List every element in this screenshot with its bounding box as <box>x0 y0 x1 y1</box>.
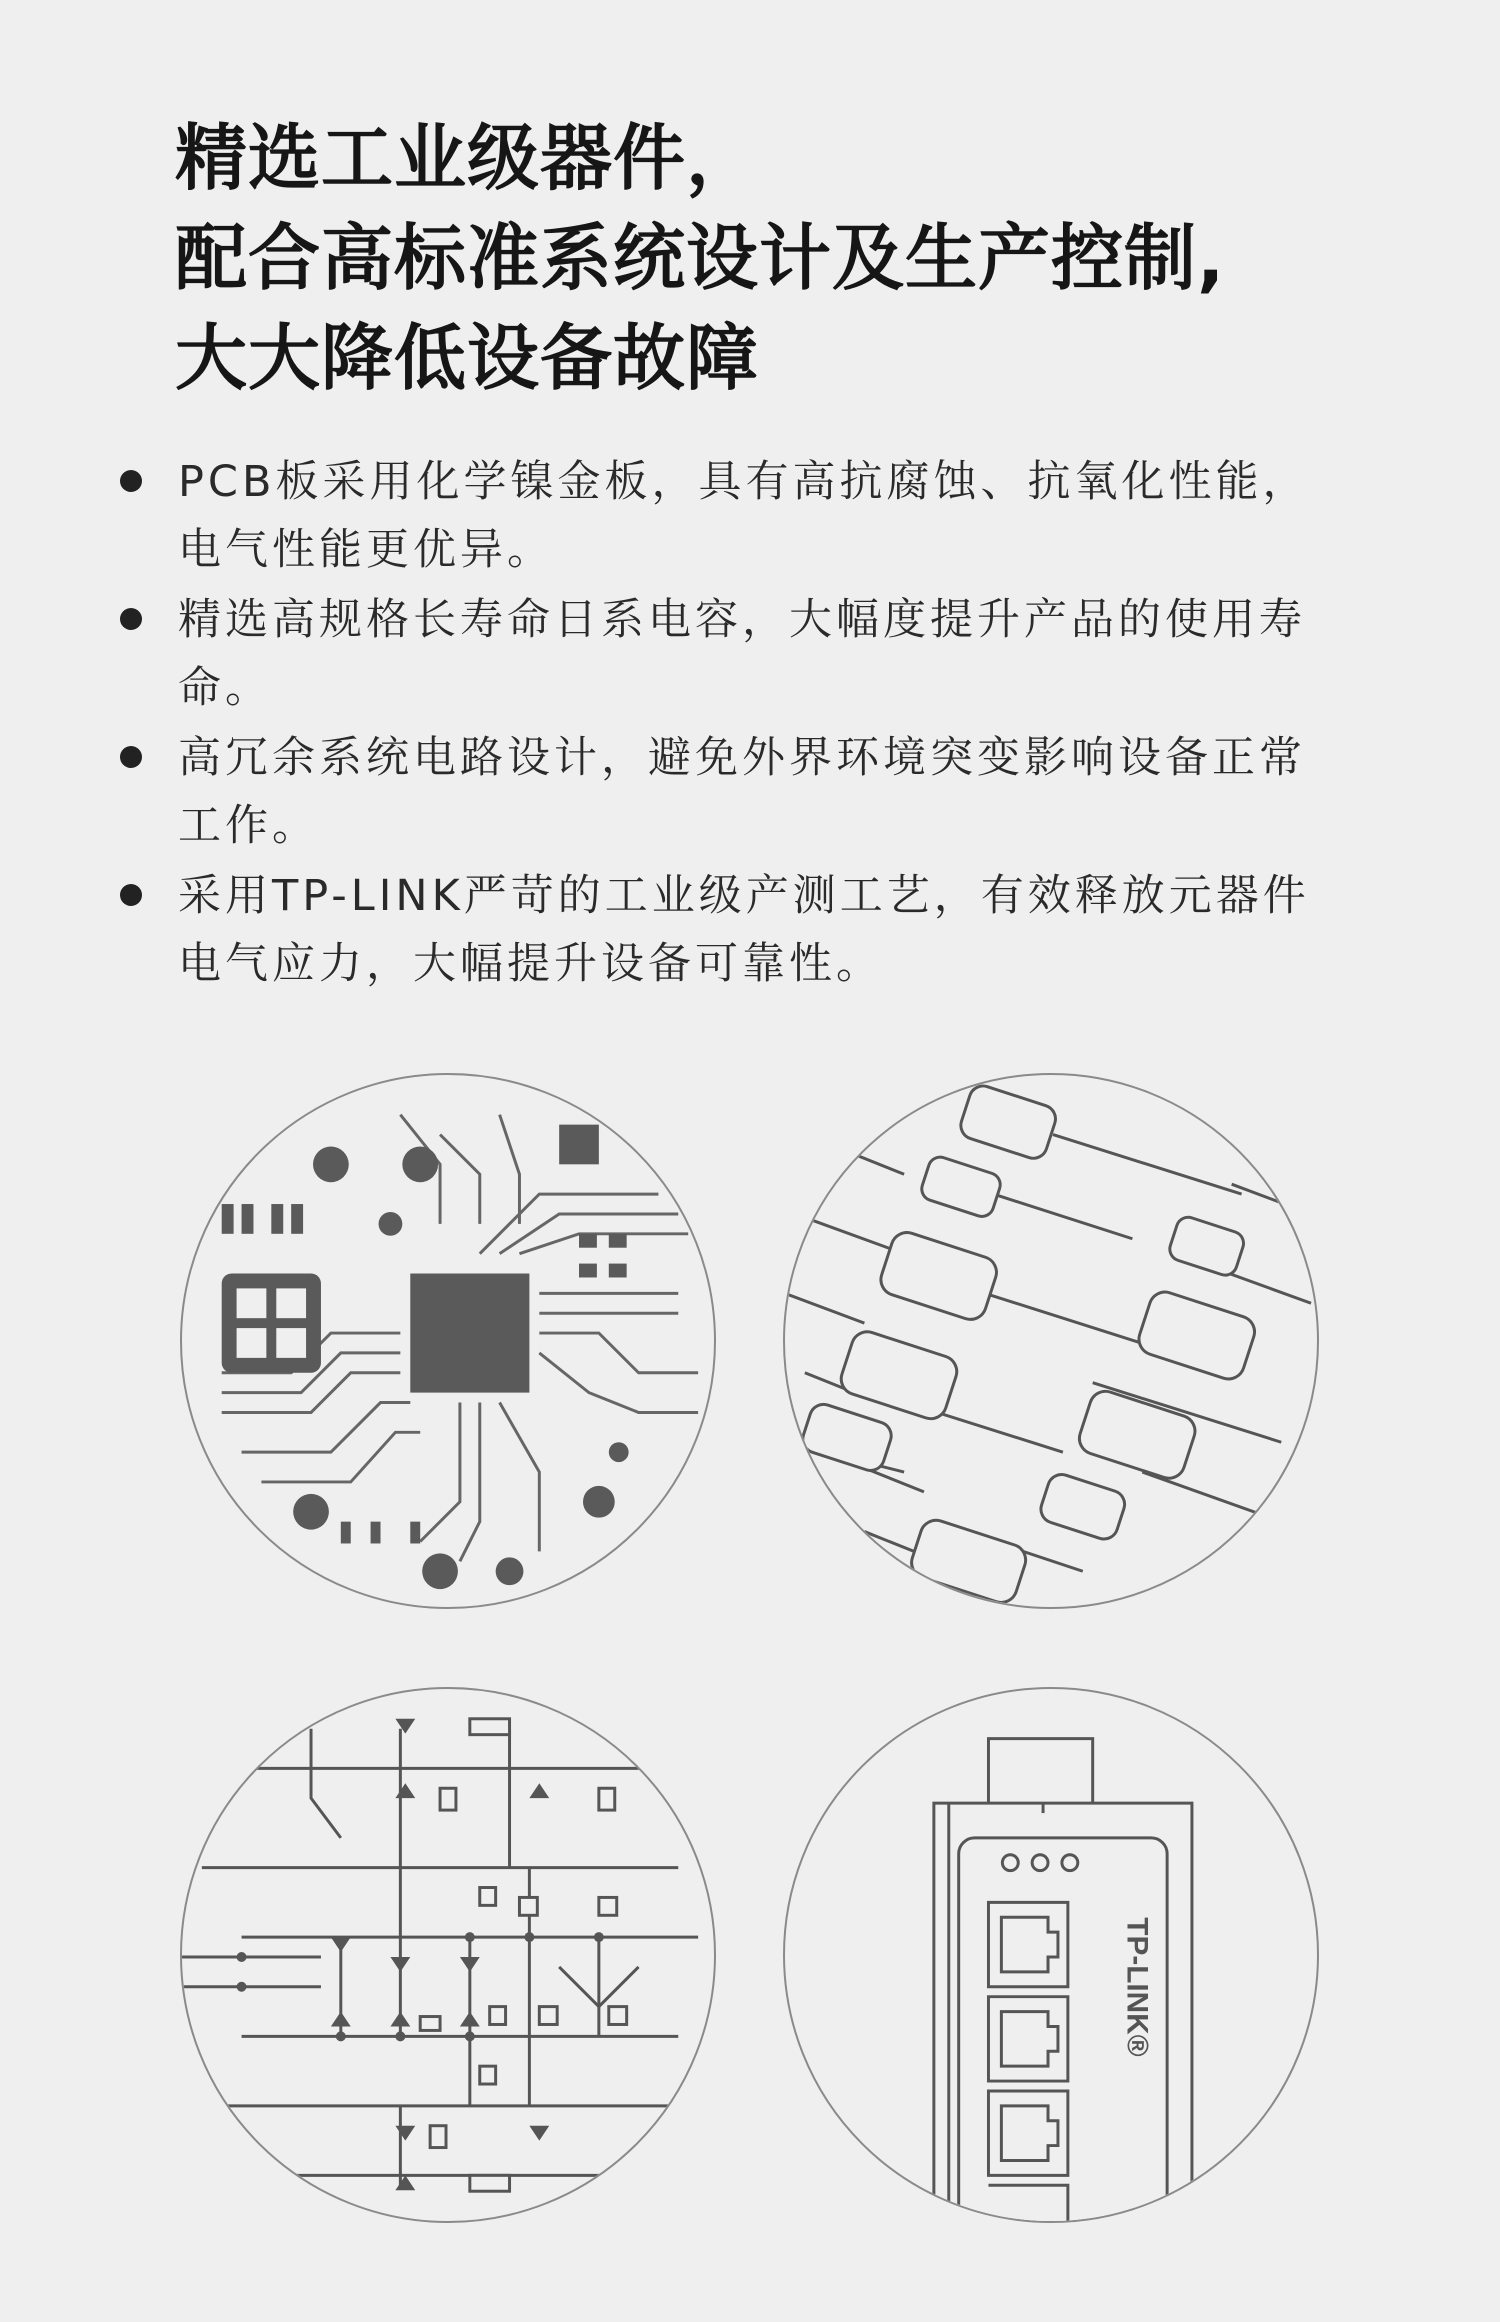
feature-text: 采用TP-LINK严苛的工业级产测工艺，有效释放元器件电气应力，大幅提升设备可靠性。 <box>178 871 1310 989</box>
feature-text: 高冗余系统电路设计，避免外界环境突变影响设备正常工作。 <box>178 733 1306 851</box>
bullet-icon <box>120 884 142 906</box>
circuit-diagram-icon <box>182 1689 714 2221</box>
industrial-switch-illustration <box>783 1687 1319 2223</box>
circuit-schematic-illustration <box>180 1687 716 2223</box>
pcb-board-illustration <box>180 1073 716 1609</box>
bullet-icon <box>120 608 142 630</box>
feature-text: PCB板采用化学镍金板，具有高抗腐蚀、抗氧化性能，电气性能更优异。 <box>178 457 1310 575</box>
feature-item-capacitor <box>110 586 1340 722</box>
feature-item-testing <box>110 862 1340 998</box>
headline-line-1: 精选工业级器件， <box>175 116 760 200</box>
headline-line-3: 大大降低设备故障 <box>175 316 760 400</box>
feature-text: 精选高规格长寿命日系电容，大幅度提升产品的使用寿命。 <box>178 595 1306 713</box>
capacitor-illustration <box>783 1073 1319 1609</box>
feature-item-pcb <box>110 448 1340 584</box>
switch-device-icon <box>785 1689 1317 2221</box>
pcb-icon <box>182 1075 714 1607</box>
headline <box>175 108 1375 408</box>
feature-item-redundancy <box>110 724 1340 860</box>
bullet-icon <box>120 746 142 768</box>
device-brand-label: TP-LINK® <box>1120 1917 1154 2057</box>
feature-list <box>110 448 1340 1000</box>
headline-line-2: 配合高标准系统设计及生产控制, <box>175 216 1226 300</box>
bullet-icon <box>120 470 142 492</box>
capacitor-icon <box>785 1075 1317 1607</box>
